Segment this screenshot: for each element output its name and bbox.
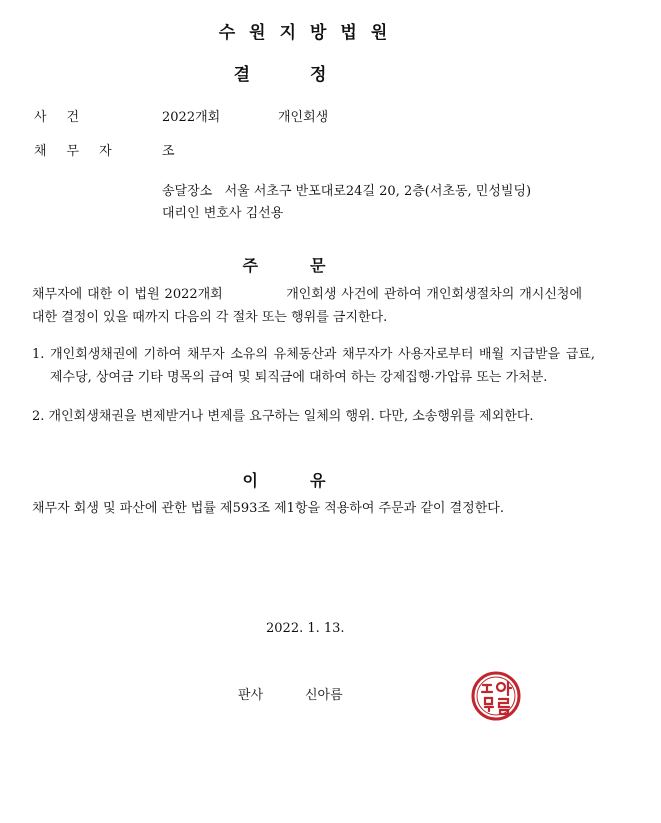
judge-name: 신아름	[305, 688, 343, 703]
case-label: 사건	[34, 110, 100, 125]
order-title: 주문	[242, 256, 378, 275]
order-item-1: 1. 개인회생채권에 기하여 채무자 소유의 유체동산과 채무자가 사용자로부터 배월 지급받을 급료, 제수당, 상여금 기타 명목의 급여 및 퇴직금에 대하여 하는 강제집행·가압류 또는 가처분.	[32, 347, 595, 385]
debtor-name: 조	[162, 144, 175, 159]
decision-date: 2022. 1. 13.	[266, 621, 345, 636]
case-name: 개인회생	[278, 110, 329, 125]
legal-agent: 대리인 변호사 김선용	[162, 206, 284, 221]
judge-seal-icon	[470, 670, 522, 722]
judge-title: 판사	[238, 688, 264, 703]
court-name: 수원지방법원	[218, 23, 402, 43]
service-address: 송달장소 서울 서초구 반포대로24길 20, 2층(서초동, 민성빌딩)	[162, 184, 532, 199]
debtor-label: 채무자	[34, 144, 132, 159]
order-intro: 채무자에 대한 이 법원 2022개회 개인회생 사건에 관하여 개인회생절차의 개시신청에 대한 결정이 있을 때까지 다음의 각 절차 또는 행위를 금지한다.	[32, 287, 587, 325]
document-title: 결정	[233, 65, 387, 85]
case-number: 2022개회	[162, 110, 221, 125]
reason-title: 이유	[242, 471, 378, 490]
order-item-2: 2. 개인회생채권을 변제받거나 변제를 요구하는 일체의 행위. 다만, 소송행위를 제외한다.	[32, 409, 534, 424]
reason-text: 채무자 회생 및 파산에 관한 법률 제593조 제1항을 적용하여 주문과 같이 결정한다.	[32, 501, 504, 516]
